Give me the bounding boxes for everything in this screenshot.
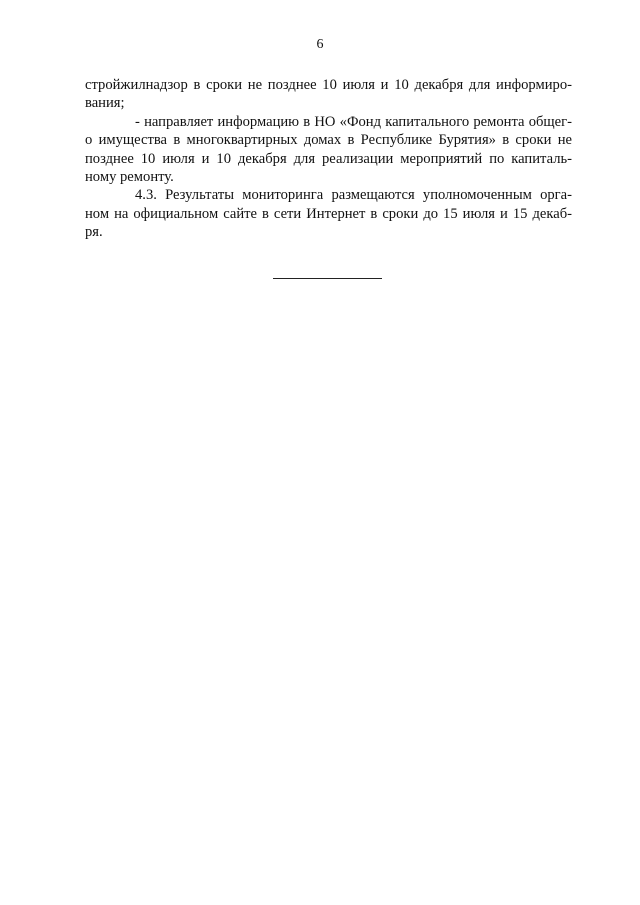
paragraph-line: стройжилнадзор в сроки не позднее 10 июля и 10 декабря для информиро-: [85, 77, 572, 93]
page-number: 6: [316, 37, 324, 52]
paragraph-line: о имущества в многоквартирных домах в Республике Бурятия» в сроки не: [85, 132, 572, 149]
paragraph-line: - направляет информацию в НО «Фонд капитального ремонта общег-: [135, 113, 572, 130]
paragraph-monitoring-results: [85, 186, 572, 241]
paragraph-line: ному ремонту.: [85, 168, 174, 185]
paragraph-fund-info: [85, 113, 572, 187]
paragraph-line: ря.: [85, 224, 103, 241]
paragraph-continuation: [85, 76, 572, 113]
document-body: [85, 76, 572, 242]
paragraph-line: 4.3. Результаты мониторинга размещаются уполномоченным орга-: [135, 187, 572, 204]
paragraph-line: ном на официальном сайте в сети Интернет в сроки до 15 июля и 15 декаб-: [85, 205, 572, 222]
paragraph-line: вания;: [85, 95, 125, 112]
end-separator-line: [273, 278, 382, 279]
paragraph-line: позднее 10 июля и 10 декабря для реализации мероприятий по капиталь-: [85, 150, 572, 167]
